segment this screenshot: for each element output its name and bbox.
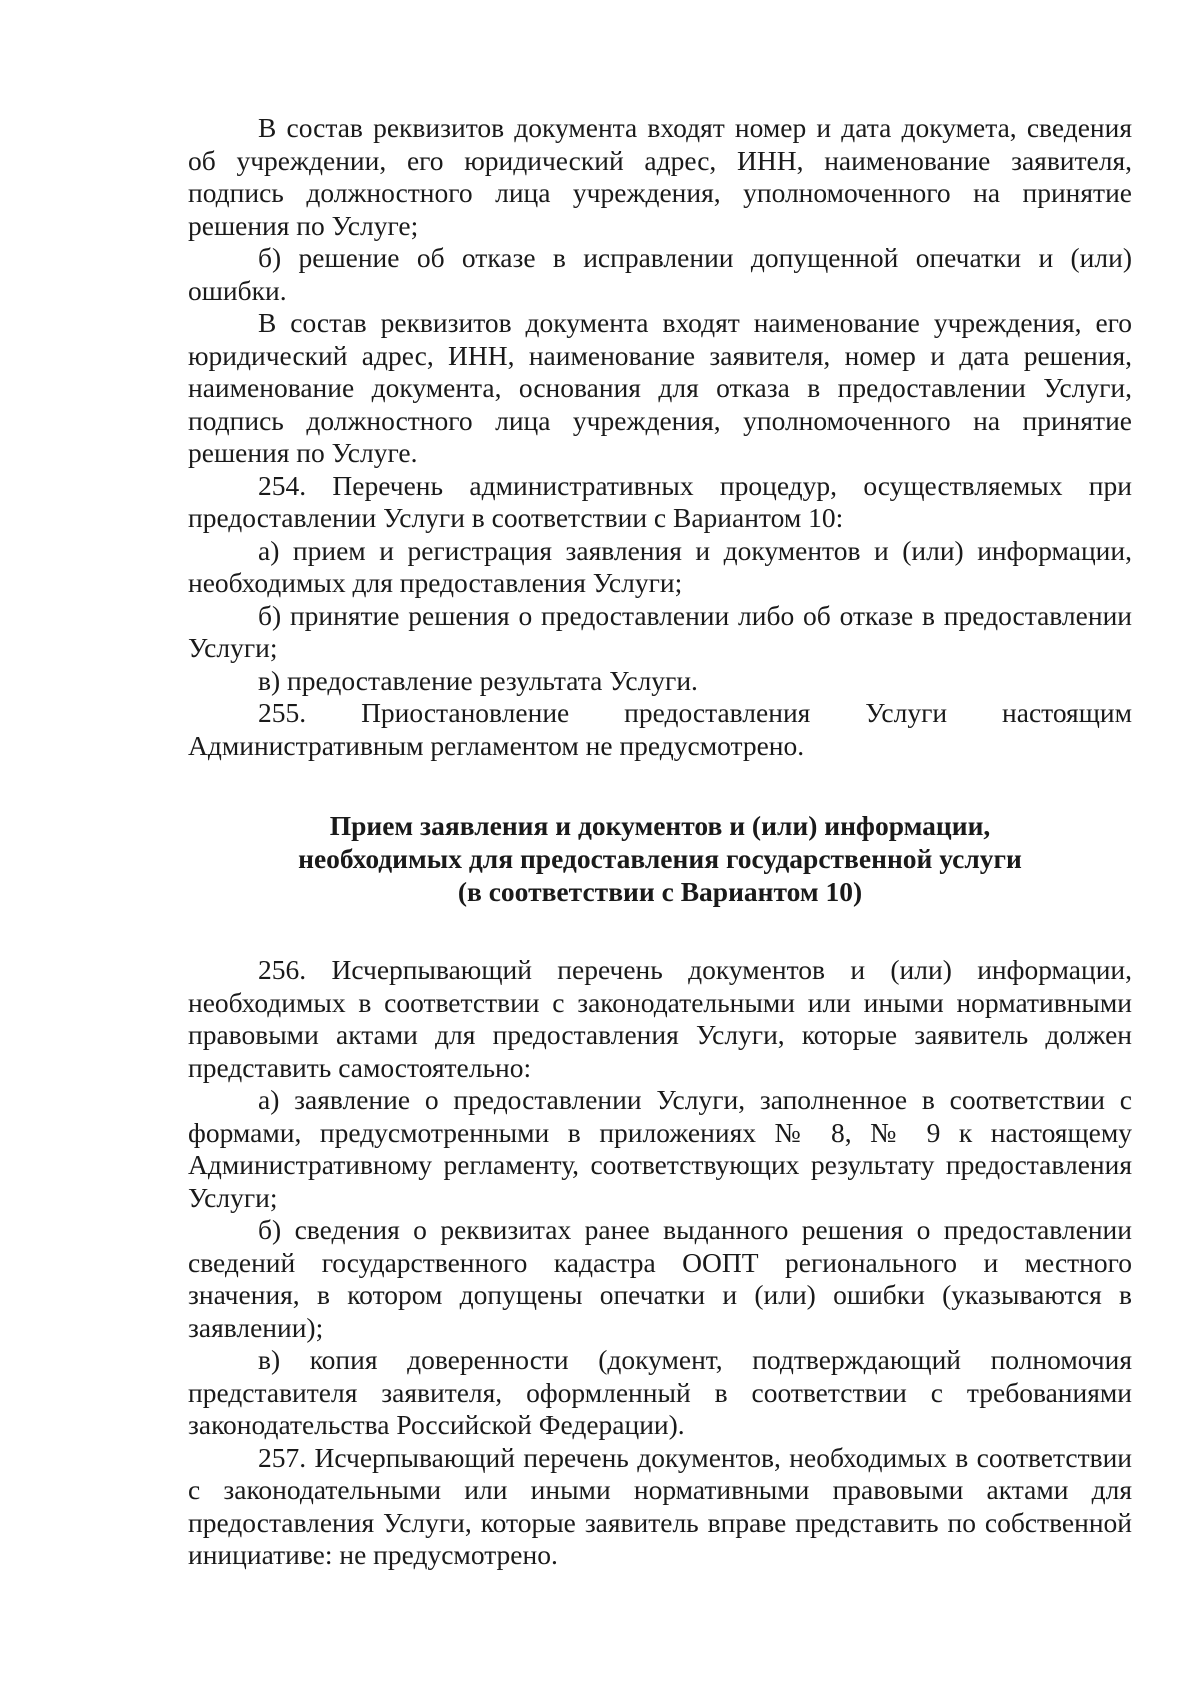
- paragraph-256-a: а) заявление о предоставлении Услуги, заполненное в соответствии с формами, предусмотренными в приложениях № 8, № 9 к настоящему Административному регламенту, соответствующих результату предоставления Услуги;: [188, 1084, 1132, 1213]
- section-heading-line-3: (в соответствии с Вариантом 10): [457, 876, 863, 907]
- paragraph-254-a: а) прием и регистрация заявления и документов и (или) информации, необходимых для предоставления Услуги;: [188, 534, 1132, 598]
- paragraph-256: 256. Исчерпывающий перечень документов и (или) информации, необходимых в соответствии с законодательными или иными нормативными правовыми актами для предоставления Услуги, которые заявитель должен представить самостоятельно:: [188, 954, 1132, 1083]
- section-heading: [188, 809, 1132, 908]
- paragraph-254-v: в) предоставление результата Услуги.: [258, 664, 698, 696]
- paragraph-254: 254. Перечень административных процедур, осуществляемых при предоставлении Услуги в соответствии с Вариантом 10:: [188, 469, 1132, 533]
- paragraph-257: 257. Исчерпывающий перечень документов, необходимых в соответствии с законодательными или иными нормативными правовыми актами для предоставления Услуги, которые заявитель вправе представить по собственной инициативе: не предусмотрено.: [188, 1441, 1132, 1570]
- paragraph-256-v: в) копия доверенности (документ, подтверждающий полномочия представителя заявителя, оформленный в соответствии с требованиями законодательства Российской Федерации).: [188, 1344, 1132, 1440]
- paragraph-254-b: б) принятие решения о предоставлении либо об отказе в предоставлении Услуги;: [188, 599, 1132, 663]
- paragraph-requisites-2: В состав реквизитов документа входят наименование учреждения, его юридический адрес, ИНН, наименование заявителя, номер и дата решения, наименование документа, основания для отказа в предоставлении Услуги, подпись должностного лица учреждения, уполномоченного на принятие решения по Услуге.: [188, 307, 1132, 468]
- paragraph-256-b: б) сведения о реквизитах ранее выданного решения о предоставлении сведений государственного кадастра ООПТ регионального и местного значения, в котором допущены опечатки и (или) ошибки (указываются в заявлении);: [188, 1214, 1132, 1343]
- paragraph-requisites-1: В состав реквизитов документа входят номер и дата докумета, сведения об учреждении, его юридический адрес, ИНН, наименование заявителя, подпись должностного лица учреждения, уполномоченного на принятие решения по Услуге;: [188, 112, 1132, 241]
- paragraph-refusal-decision: б) решение об отказе в исправлении допущенной опечатки и (или) ошибки.: [188, 242, 1132, 306]
- document-body: [188, 112, 1132, 1572]
- section-heading-line-2: необходимых для предоставления государственной услуги: [298, 843, 1022, 874]
- section-heading-line-1: Прием заявления и документов и (или) информации,: [329, 810, 991, 841]
- paragraph-255: 255. Приостановление предоставления Услуги настоящим Административным регламентом не предусмотрено.: [188, 697, 1132, 761]
